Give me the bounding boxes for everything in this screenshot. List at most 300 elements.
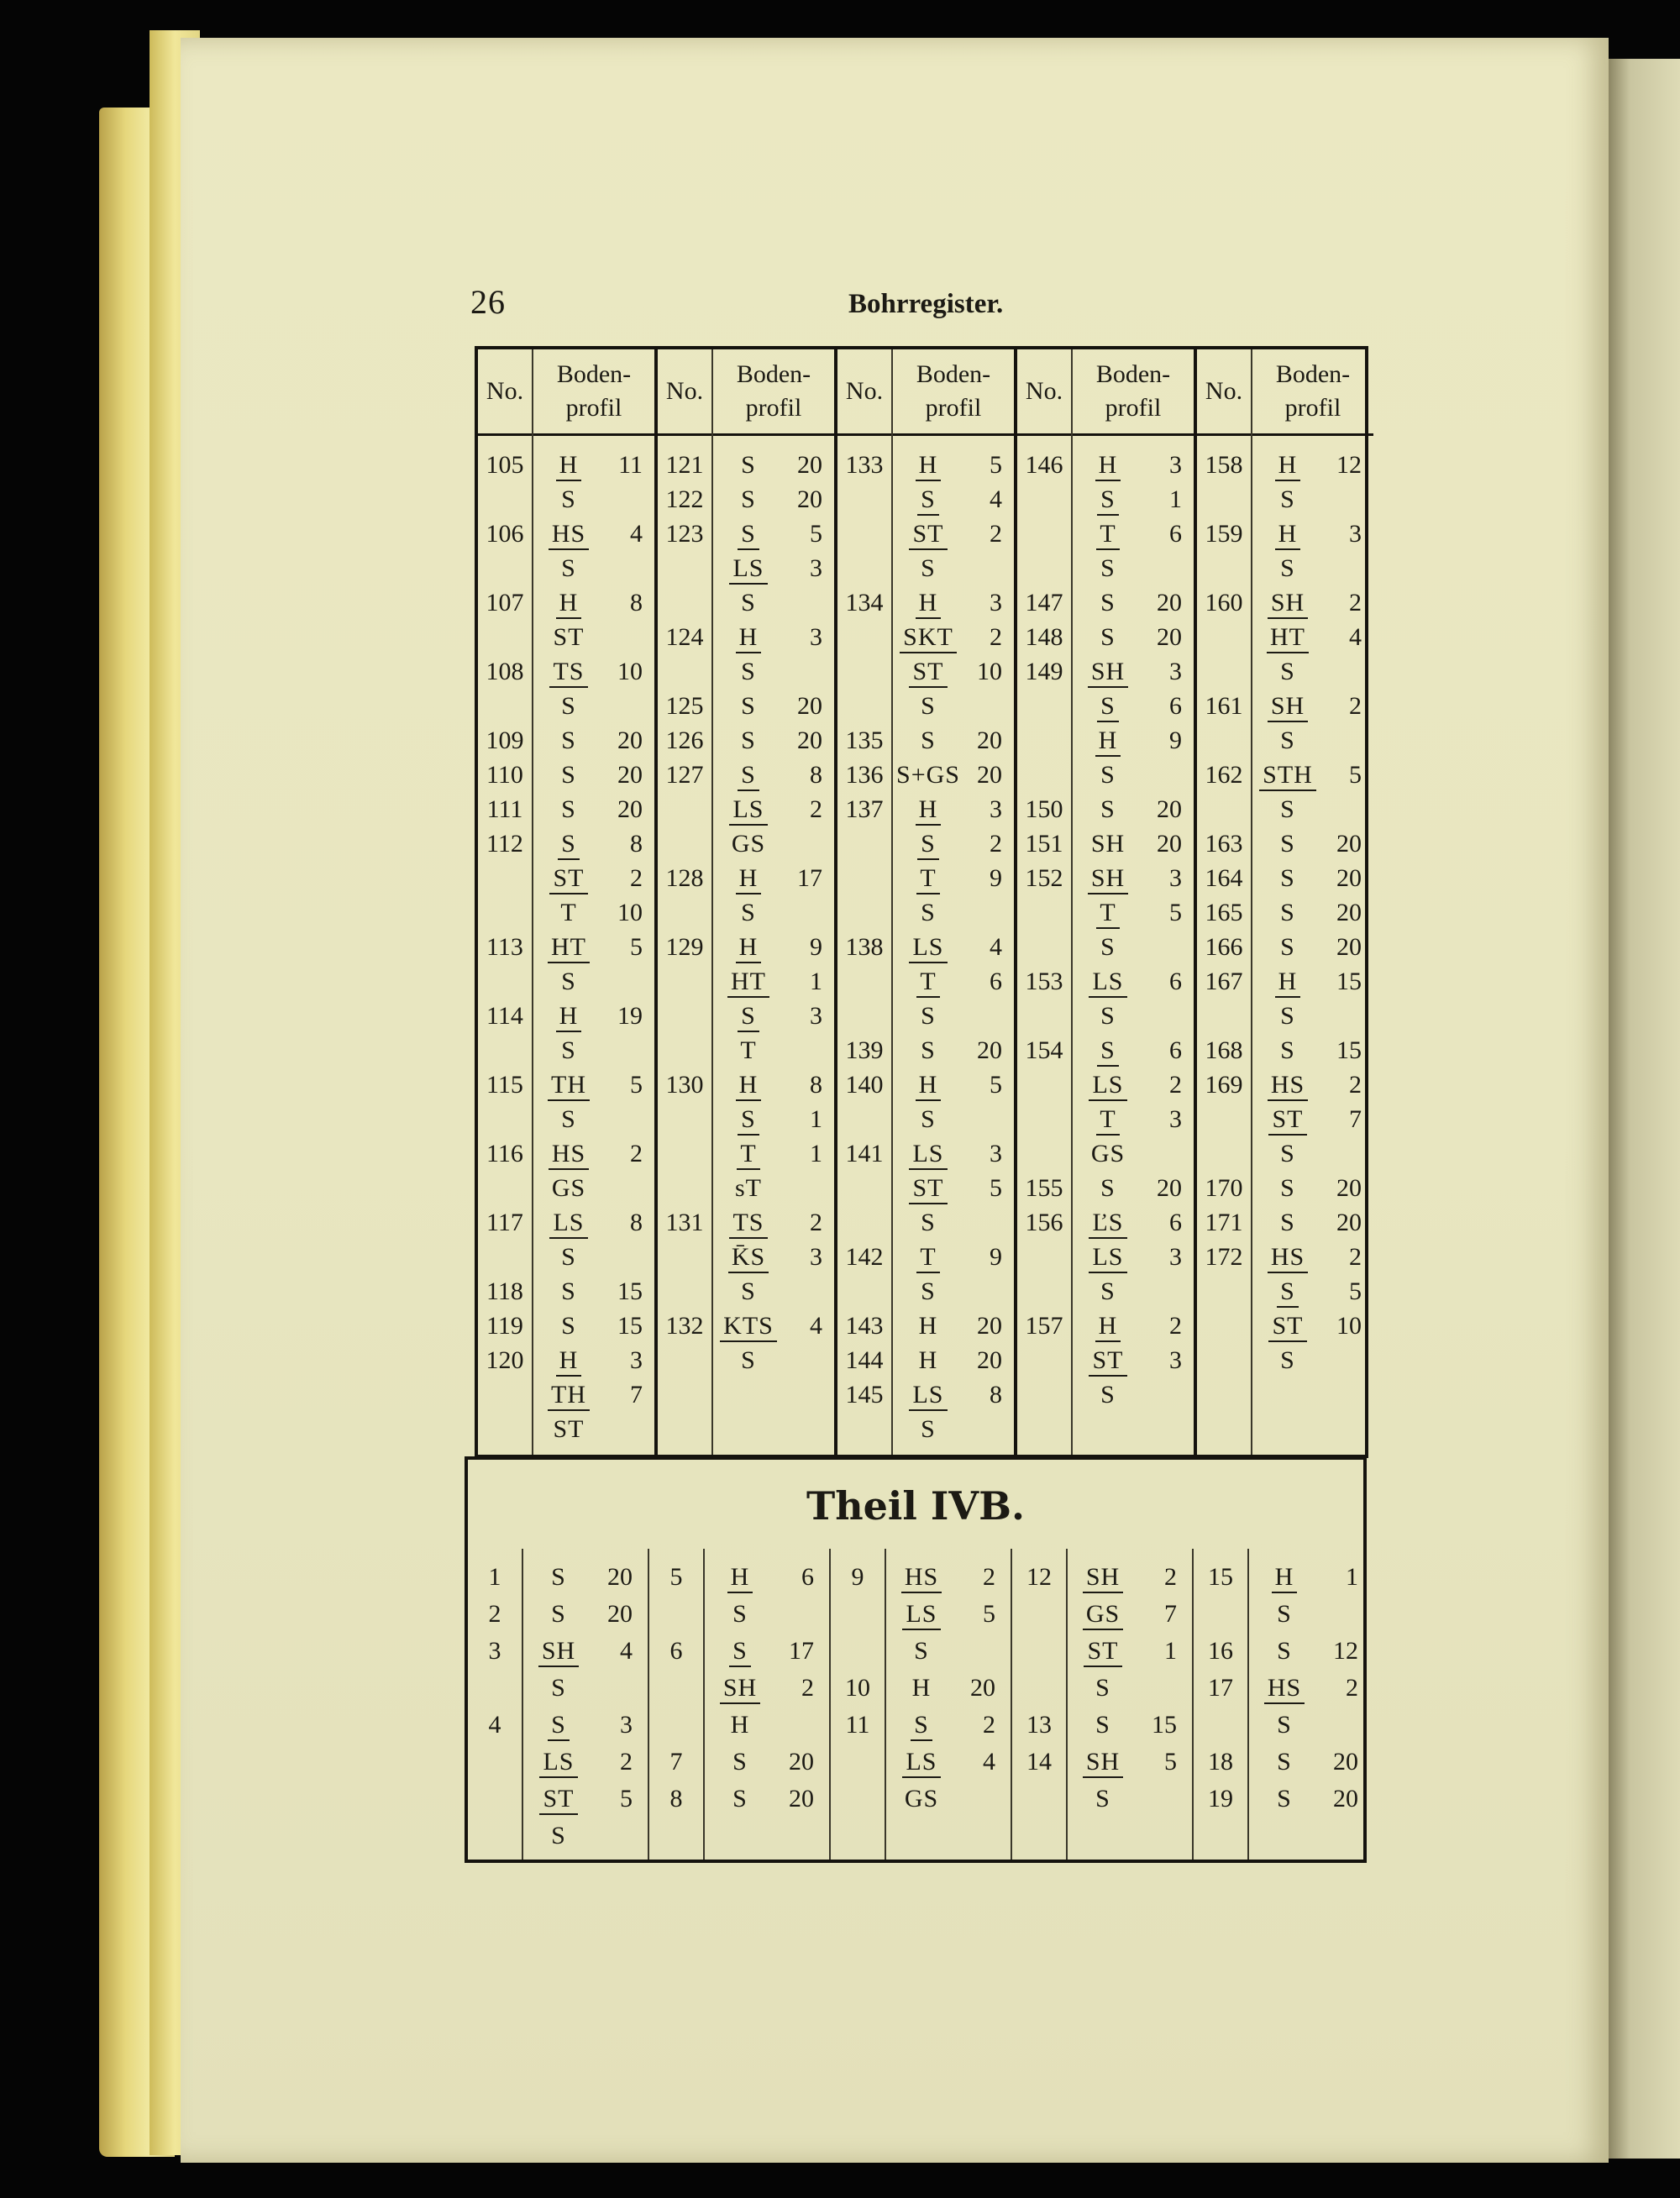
profile-entry [533, 1241, 654, 1274]
soil-code [1073, 1378, 1143, 1412]
profile-entry [893, 965, 1014, 999]
soil-code [1073, 793, 1143, 826]
soil-code-text: S [1277, 1277, 1299, 1308]
depth-value: 4 [620, 1637, 633, 1665]
soil-code [713, 483, 784, 517]
profile-entry [893, 1344, 1014, 1377]
soil-code-text: S [1100, 554, 1116, 582]
soil-code-text: GS [731, 830, 766, 858]
depth-value: 6 [1169, 1036, 1182, 1064]
soil-code-text: LS [729, 795, 767, 826]
profile-entry [533, 449, 654, 482]
depth-value: 3 [1169, 1243, 1182, 1271]
soil-code [1252, 655, 1323, 689]
profile-entry [1249, 1597, 1373, 1631]
header-label: No. [486, 377, 524, 405]
depth-value: 10 [617, 899, 643, 926]
soil-code-text: HS [1264, 1674, 1305, 1704]
profile-entry [1252, 862, 1373, 895]
profile-entry [533, 999, 654, 1033]
depth-value [775, 1708, 814, 1742]
depth-value: 20 [1336, 864, 1362, 892]
soil-code [705, 1745, 775, 1779]
profile-entry [1073, 1206, 1194, 1240]
depth-value: 20 [607, 1563, 633, 1591]
soil-code-text: ST [549, 864, 587, 894]
soil-code-text: S [921, 899, 936, 926]
row-number: 9 [851, 1563, 864, 1591]
profile-entry [1073, 1103, 1194, 1136]
soil-code-text: HS [549, 1140, 589, 1170]
depth-value: 8 [630, 830, 643, 858]
soil-code-text: S [1277, 1600, 1292, 1628]
depth-value: 20 [797, 451, 822, 479]
soil-code [713, 1241, 784, 1274]
soil-code [1073, 483, 1143, 517]
soil-code [886, 1745, 957, 1779]
soil-code-text: STH [1259, 761, 1316, 791]
soil-code-text: SH [1090, 830, 1126, 858]
no-column [1194, 1549, 1249, 1860]
depth-value [604, 1034, 643, 1068]
row-number: 141 [845, 1140, 884, 1167]
profile-entry [533, 1172, 654, 1205]
header-label: Boden- [916, 360, 991, 388]
depth-value [1320, 1708, 1358, 1742]
row-number: 125 [665, 692, 704, 720]
row-number: 150 [1025, 795, 1063, 823]
soil-code-text: SKT [900, 623, 957, 653]
soil-code [533, 1034, 604, 1068]
column-header-profile [893, 349, 1014, 436]
depth-value: 20 [1157, 795, 1182, 823]
profile-entry [1252, 483, 1373, 517]
soil-code-text: S [1280, 485, 1295, 513]
depth-value: 9 [990, 864, 1002, 892]
depth-value: 6 [990, 968, 1002, 995]
soil-code [893, 931, 963, 964]
depth-value: 3 [620, 1711, 633, 1739]
soil-code-text: S [561, 692, 576, 720]
header-label: profil [745, 394, 802, 422]
profile-entry [1073, 1378, 1194, 1412]
soil-code [713, 1344, 784, 1377]
profile-entry [886, 1745, 1011, 1779]
depth-value [957, 1782, 995, 1816]
row-number: 142 [845, 1243, 884, 1271]
soil-code-text: LS [729, 554, 767, 585]
soil-code-text: H [916, 451, 942, 481]
soil-code [533, 1241, 604, 1274]
profile-entry [893, 793, 1014, 826]
soil-code-text: S [741, 899, 756, 926]
soil-code-text: S [917, 830, 939, 860]
profile-entry [1249, 1561, 1373, 1594]
depth-value: 11 [618, 451, 643, 479]
soil-code [1252, 1344, 1323, 1377]
row-number: 117 [486, 1209, 523, 1236]
soil-code [1073, 999, 1143, 1033]
soil-code-text: S [1095, 1674, 1110, 1702]
soil-code [1252, 1206, 1323, 1240]
soil-code [893, 1413, 963, 1446]
soil-code [893, 1309, 963, 1343]
soil-code-text: H [1095, 727, 1121, 757]
header-label: profil [1105, 394, 1162, 422]
soil-code-text: H [736, 933, 762, 963]
soil-code [1068, 1782, 1138, 1816]
profile-entry [1252, 1275, 1373, 1309]
depth-value [1323, 999, 1362, 1033]
depth-value: 4 [630, 520, 643, 548]
depth-value [604, 965, 643, 999]
profile-entry [533, 690, 654, 723]
soil-code-text: S [921, 692, 936, 720]
profile-entry [713, 621, 834, 654]
soil-code-text: H [1272, 1563, 1298, 1593]
soil-code-text: SH [1268, 589, 1308, 619]
profile-entry [1252, 517, 1373, 551]
soil-code-text: S [561, 1243, 576, 1271]
soil-code-text: H [556, 451, 582, 481]
soil-code [533, 1137, 604, 1171]
profile-entry [1073, 483, 1194, 517]
soil-code-text: H [556, 1346, 582, 1377]
depth-value: 2 [620, 1748, 633, 1776]
profile-entry [886, 1671, 1011, 1705]
profile-entry [1073, 586, 1194, 620]
profile-entry [893, 1172, 1014, 1205]
depth-value [1323, 793, 1362, 826]
row-number: 108 [486, 658, 524, 685]
row-number: 11 [845, 1711, 870, 1739]
soil-code [1068, 1597, 1138, 1631]
profile-entry [1252, 724, 1373, 758]
depth-value: 3 [1169, 1105, 1182, 1133]
profile-entry [713, 1309, 834, 1343]
depth-value: 20 [977, 1312, 1002, 1340]
soil-code-text: T [916, 968, 939, 998]
table-column-group [1194, 349, 1373, 1455]
depth-value: 2 [1349, 1243, 1362, 1271]
soil-code [893, 1378, 963, 1412]
depth-value: 20 [789, 1748, 814, 1776]
soil-code-text: H [736, 623, 762, 653]
profile-entry [705, 1561, 829, 1594]
depth-value: 8 [630, 1209, 643, 1236]
depth-value: 15 [1152, 1711, 1177, 1739]
header-label: No. [1025, 377, 1063, 405]
soil-code-text: ST [1084, 1637, 1121, 1667]
soil-code [523, 1708, 594, 1742]
soil-code [1252, 449, 1323, 482]
soil-code [893, 1241, 963, 1274]
profile-entry [533, 1344, 654, 1377]
soil-code [713, 1206, 784, 1240]
soil-code [705, 1561, 775, 1594]
profile-entry [713, 517, 834, 551]
profile-entry [713, 1344, 834, 1377]
soil-code [1073, 586, 1143, 620]
row-number: 7 [669, 1748, 683, 1776]
profile-entry [893, 1241, 1014, 1274]
depth-value: 10 [977, 658, 1002, 685]
depth-value: 20 [1336, 1174, 1362, 1202]
row-number: 121 [665, 451, 704, 479]
soil-code [1252, 931, 1323, 964]
soil-code [713, 1172, 784, 1205]
depth-value: 20 [1336, 1209, 1362, 1236]
soil-code [533, 724, 604, 758]
soil-code [1068, 1671, 1138, 1705]
header-label: Boden- [1095, 360, 1171, 388]
depth-value [784, 896, 822, 930]
profile-entry [1073, 999, 1194, 1033]
depth-value [604, 1413, 643, 1446]
profile-entry [1252, 1137, 1373, 1171]
soil-code [533, 449, 604, 482]
profile-column [533, 349, 654, 1455]
depth-value: 2 [810, 795, 822, 823]
soil-code [1249, 1634, 1320, 1668]
profile-entry [1252, 965, 1373, 999]
no-column [1017, 349, 1073, 1455]
depth-value: 10 [617, 658, 643, 685]
profile-entry [713, 793, 834, 826]
soil-code-text: H [1095, 1312, 1121, 1342]
soil-code [523, 1745, 594, 1779]
soil-code-text: T [560, 899, 577, 926]
profile-entry [1073, 1034, 1194, 1068]
soil-code-text: S [1280, 1002, 1295, 1030]
row-number: 164 [1205, 864, 1243, 892]
soil-code-text: H [1095, 451, 1121, 481]
depth-value [604, 1172, 643, 1205]
depth-value: 5 [990, 1071, 1002, 1099]
soil-code-text: S [1100, 589, 1116, 616]
soil-code-text: S [1280, 830, 1295, 858]
profile-entry [893, 517, 1014, 551]
soil-code [1252, 552, 1323, 585]
soil-code [533, 1309, 604, 1343]
profile-entry [533, 724, 654, 758]
profile-entry [893, 896, 1014, 930]
profile-entry [713, 1103, 834, 1136]
soil-code-text: LS [1089, 968, 1126, 998]
row-number: 120 [486, 1346, 524, 1374]
soil-code [1249, 1561, 1320, 1594]
soil-code-text: S [1280, 1036, 1295, 1064]
profile-entry [893, 1206, 1014, 1240]
soil-code-text: S [1277, 1785, 1292, 1812]
profile-entry [523, 1634, 648, 1668]
soil-code [1252, 1137, 1323, 1171]
no-column [831, 1549, 886, 1860]
soil-code-text: S [1280, 554, 1295, 582]
soil-code-text: H [916, 589, 942, 619]
row-number: 2 [488, 1600, 501, 1628]
depth-value: 2 [810, 1209, 822, 1236]
header-label: Boden- [736, 360, 811, 388]
depth-value: 6 [1169, 692, 1182, 720]
row-number: 157 [1025, 1312, 1063, 1340]
soil-code [523, 1819, 594, 1853]
profile-column [1073, 349, 1194, 1455]
depth-value: 20 [1157, 589, 1182, 616]
soil-code-text: S [921, 1209, 936, 1236]
soil-code [713, 1068, 784, 1102]
soil-code-text: S [732, 1600, 748, 1628]
row-number: 119 [486, 1312, 523, 1340]
depth-value: 4 [810, 1312, 822, 1340]
profile-entry [705, 1745, 829, 1779]
soil-code [893, 793, 963, 826]
row-number: 114 [486, 1002, 523, 1030]
profile-entry [893, 758, 1014, 792]
row-number: 135 [845, 727, 884, 754]
soil-code-text: H [916, 1071, 942, 1101]
soil-code [893, 965, 963, 999]
soil-code-text: H [918, 1312, 938, 1340]
soil-code [893, 621, 963, 654]
profile-column [713, 349, 834, 1455]
depth-value [604, 1241, 643, 1274]
profile-entry [523, 1745, 648, 1779]
soil-code [1073, 1309, 1143, 1343]
column-header-no [478, 349, 532, 436]
soil-code [713, 758, 784, 792]
depth-value: 20 [617, 727, 643, 754]
soil-code [533, 758, 604, 792]
soil-code [1252, 1172, 1323, 1205]
soil-code-text: SH [1083, 1748, 1123, 1778]
soil-code-text: S [1095, 1711, 1110, 1739]
depth-value [963, 999, 1002, 1033]
row-number: 169 [1205, 1071, 1243, 1099]
soil-code [1068, 1634, 1138, 1668]
profile-entry [1068, 1634, 1192, 1668]
row-number: 110 [486, 761, 523, 789]
depth-value: 20 [1336, 830, 1362, 858]
row-number: 160 [1205, 589, 1243, 616]
soil-code [705, 1597, 775, 1631]
depth-value: 2 [1169, 1071, 1182, 1099]
row-number: 161 [1205, 692, 1243, 720]
register-table-2-grid [465, 1549, 1367, 1863]
soil-code [1068, 1561, 1138, 1594]
depth-value: 2 [1349, 589, 1362, 616]
soil-code [1073, 896, 1143, 930]
soil-code [1073, 827, 1143, 861]
depth-value: 8 [810, 1071, 822, 1099]
soil-code-text: HS [901, 1563, 942, 1593]
soil-code [523, 1597, 594, 1631]
profile-entry [1073, 1344, 1194, 1377]
soil-code-text: S [561, 968, 576, 995]
soil-code [533, 655, 604, 689]
profile-entry [1252, 621, 1373, 654]
profile-entry [893, 999, 1014, 1033]
profile-entry [533, 793, 654, 826]
soil-code [1073, 1344, 1143, 1377]
row-number: 107 [486, 589, 524, 616]
profile-entry [1252, 1241, 1373, 1274]
soil-code-text: sT [735, 1174, 762, 1202]
depth-value: 2 [801, 1674, 814, 1702]
depth-value: 3 [810, 1002, 822, 1030]
soil-code-text: S [1280, 658, 1295, 685]
row-number: 151 [1025, 830, 1063, 858]
row-number: 172 [1205, 1243, 1243, 1271]
header-label: profil [565, 394, 622, 422]
soil-code-text: S [561, 1036, 576, 1064]
row-number: 134 [845, 589, 884, 616]
soil-code-text: T [916, 1243, 939, 1273]
depth-value: 5 [1164, 1748, 1177, 1776]
row-number: 137 [845, 795, 884, 823]
profile-entry [533, 1309, 654, 1343]
profile-entry [713, 483, 834, 517]
row-number: 109 [486, 727, 524, 754]
depth-value: 1 [1169, 485, 1182, 513]
soil-code-text: S [741, 1346, 756, 1374]
depth-value [1143, 758, 1182, 792]
profile-entry [713, 690, 834, 723]
row-number: 128 [665, 864, 704, 892]
soil-code [1073, 552, 1143, 585]
profile-entry [886, 1708, 1011, 1742]
soil-code-text: S [1277, 1748, 1292, 1776]
soil-code-text: S [741, 1277, 756, 1305]
soil-code [1073, 1103, 1143, 1136]
profile-entry [1252, 931, 1373, 964]
depth-value: 1 [810, 968, 822, 995]
soil-code [893, 1344, 963, 1377]
soil-code [523, 1782, 594, 1816]
soil-code [713, 965, 784, 999]
soil-code [533, 793, 604, 826]
profile-entry [533, 862, 654, 895]
soil-code-text: LS [902, 1748, 940, 1778]
depth-value: 2 [1164, 1563, 1177, 1591]
row-number: 8 [669, 1785, 683, 1812]
depth-value: 2 [630, 864, 643, 892]
row-number: 105 [486, 451, 524, 479]
row-number: 113 [486, 933, 523, 961]
profile-entry [1252, 552, 1373, 585]
profile-entry [523, 1671, 648, 1705]
soil-code-text: S [732, 1748, 748, 1776]
profile-column [705, 1549, 829, 1860]
soil-code [1249, 1671, 1320, 1705]
profile-entry [1252, 1206, 1373, 1240]
profile-entry [533, 1206, 654, 1240]
row-number: 17 [1208, 1674, 1233, 1702]
table-column-group [648, 1549, 829, 1860]
soil-code-text: S [1280, 1209, 1295, 1236]
soil-code [1073, 931, 1143, 964]
register-table-grid [475, 346, 1368, 1458]
soil-code-text: S [1100, 623, 1116, 651]
soil-code [1252, 965, 1323, 999]
soil-code [1249, 1597, 1320, 1631]
row-number: 131 [665, 1209, 704, 1236]
profile-entry [713, 586, 834, 620]
soil-code-text: ST [1089, 1346, 1126, 1377]
profile-entry [713, 552, 834, 585]
soil-code [533, 827, 604, 861]
depth-value: 3 [1169, 1346, 1182, 1374]
